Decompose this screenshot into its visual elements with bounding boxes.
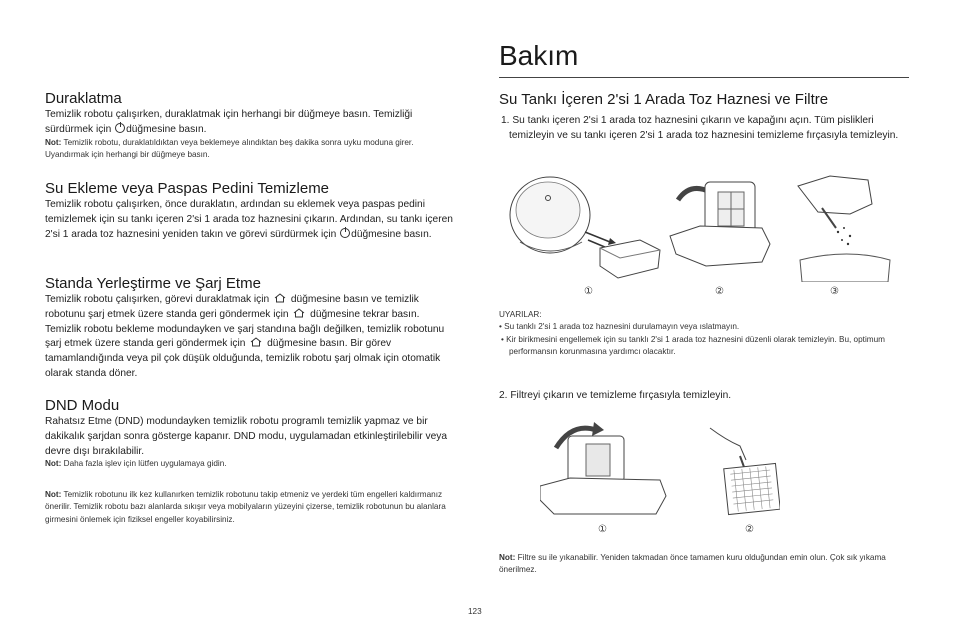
warnings-title: UYARILAR: <box>499 310 542 319</box>
pause-body-text: Temizlik robotu çalışırken, duraklatmak için herhangi bir düğmeye basın. Temizliği sürdürmek için <box>45 109 413 135</box>
note-text: Daha fazla işlev için lütfen uygulamaya gidin. <box>61 459 227 468</box>
heading-dock: Standa Yerleştirme ve Şarj Etme <box>45 275 261 292</box>
figure-label-1: ① <box>584 286 593 297</box>
dock-text-3: düğmesine tekrar basın. Temizlik robotu bekleme modundayken ve şarj standına bağlı değilken, temizlik robotunu şarj etmek üzere standa geri göndermek için <box>45 308 445 350</box>
note-label: Not: <box>45 138 62 147</box>
pause-body-end: düğmesine basın. <box>126 123 207 135</box>
step-1: 1. Su tankı içeren 2'si 1 arada toz haznesini çıkarın ve kapağını açın. Tüm pislikleri temizleyin ve su tankı içeren 2'si 1 arada toz haznesini temizleme fırçasıyla temizleyin. <box>501 115 899 141</box>
figure-label-2: ② <box>715 286 724 297</box>
note-label: Not: <box>45 459 62 468</box>
pause-note <box>45 137 455 162</box>
filter-brush-illustration <box>710 428 780 515</box>
step-2: 2. Filtreyi çıkarın ve temizleme fırçasıyla temizleyin. <box>499 390 732 401</box>
water-body-text: Temizlik robotu çalışırken, önce duraklatın, ardından su eklemek veya paspas pedini temizlemek için su tankı içeren 2'si 1 arada toz haznesini çıkarın. Ardından, su tankı içeren 2'si 1 arada toz haznesini yeniden takın ve görevi sürdürmek için <box>45 199 453 240</box>
page-number: 123 <box>468 607 482 616</box>
figure-filter-removal <box>540 416 780 520</box>
note-text: Temizlik robotunu ilk kez kullanırken temizlik robotunu takip etmeniz ve yerdeki tüm engelleri kaldırmanız önerilir. Temizlik robotu bazı alanlarda sıkışır veya mobilyaların yüzeyini çizerse, temizlik robotunun bu alanlara girmesini önlemek için fiziksel engeller koyabilirsiniz. <box>45 490 446 524</box>
dnd-body: Rahatsız Etme (DND) modundayken temizlik robotu programlı temizlik yapmaz ve bir dakikalık şarjdan sonra gösterge kapanır. DND modu, uygulamadan etkinleştirilebilir veya devre dışı bırakılabilir. <box>45 416 448 457</box>
home-icon <box>250 337 262 347</box>
heading-dnd: DND Modu <box>45 397 120 414</box>
pause-body <box>45 108 455 138</box>
dock-text-1: Temizlik robotu çalışırken, görevi duraklatmak için <box>45 294 273 305</box>
figure-label-1: ① <box>598 524 607 535</box>
figure-label-3: ③ <box>830 286 839 297</box>
filter-note <box>499 552 911 577</box>
home-icon <box>293 308 305 318</box>
heading-dustbin: Su Tankı İçeren 2'si 1 Arada Toz Haznesi ve Filtre <box>499 91 829 108</box>
note-label: Not: <box>499 553 516 562</box>
brush-cleaning-illustration <box>798 176 890 282</box>
figure-label-2: ② <box>745 524 754 535</box>
warning-item: • Su tanklı 2'si 1 arada toz haznesini durulamayın veya ıslatmayın. <box>499 322 740 331</box>
home-icon <box>274 293 286 303</box>
robot-illustration <box>510 177 590 253</box>
heading-pause: Duraklatma <box>45 90 122 107</box>
dock-text-2: düğmesine basın ve temizlik robotunu şarj etmek üzere standa geri göndermek için <box>45 294 419 320</box>
dock-body <box>45 293 457 382</box>
figure-dustbin-removal <box>500 170 900 282</box>
note-text: Temizlik robotu, duraklatıldıktan veya beklemeye alındıktan beş dakika sonra uyku moduna girer. Uyandırmak için herhangi bir düğmeye basın. <box>45 138 414 160</box>
title-divider <box>499 77 909 78</box>
water-body <box>45 198 457 242</box>
dnd-note <box>45 458 455 470</box>
dock-text-4: düğmesine basın. Bir görev tamamlandığında veya pil çok düşük olduğunda, temizlik robotu şarj olmak için otomatik olarak standa döner. <box>45 338 441 379</box>
heading-water: Su Ekleme veya Paspas Pedini Temizleme <box>45 180 330 197</box>
page-title: Bakım <box>499 40 579 71</box>
bottom-note <box>45 489 450 526</box>
dustbin-illustration <box>600 240 660 278</box>
filter-removal-illustration <box>540 422 666 514</box>
opened-dustbin-illustration <box>670 182 770 266</box>
note-label: Not: <box>45 490 62 499</box>
warning-item: • Kir birikmesini engellemek için su tanklı 2'si 1 arada toz haznesini düzenli olarak temizleyin. Bu, optimum performansın korunmasına yardımcı olacaktır. <box>501 335 885 357</box>
power-icon <box>115 123 125 133</box>
water-body-end: düğmesine basın. <box>351 228 432 240</box>
power-icon <box>340 228 350 238</box>
note-text: Filtre su ile yıkanabilir. Yeniden takmadan önce tamamen kuru olduğundan emin olun. Çok sık yıkama önerilmez. <box>499 553 886 575</box>
